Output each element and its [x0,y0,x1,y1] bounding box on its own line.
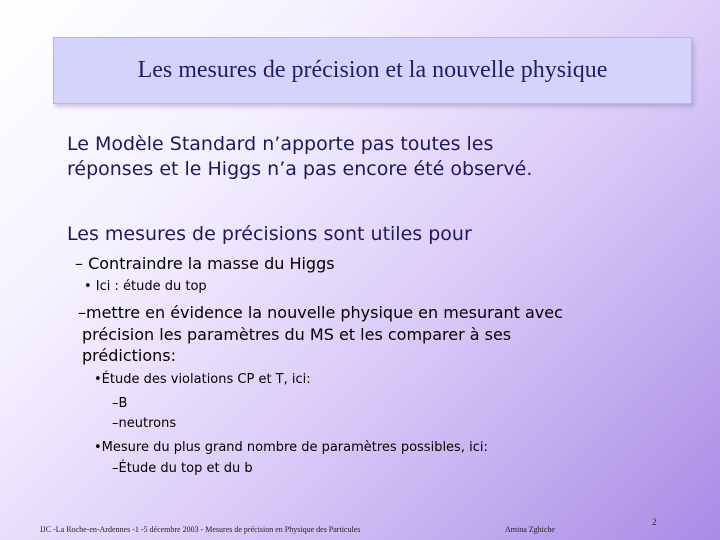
bullet-line: –mettre en évidence la nouvelle physique en mesurant avec [78,303,563,322]
bullet-line: –neutrons [112,416,177,431]
bullet-line: précision les paramètres du MS et les comparer à ses [82,325,512,344]
footer-author: Amina Zghiche [505,525,555,534]
bullet-line: •Étude des violations CP et T, ici: [94,372,311,387]
title-box [53,37,692,104]
bullet-line: –B [112,396,128,411]
slide-title: Les mesures de précision et la nouvelle physique [137,57,608,83]
text-line: Le Modèle Standard n’apporte pas toutes les [67,133,494,155]
bullet-line: –Étude du top et du b [112,461,253,476]
page-number: 2 [652,517,657,527]
text-line: Les mesures de précisions sont utiles pour [67,223,472,245]
bullet-line: – Contraindre la masse du Higgs [75,254,335,273]
text-line: réponses et le Higgs n’a pas encore été observé. [67,158,533,180]
bullet-line: prédictions: [82,346,176,365]
bullet-line: • Ici : étude du top [84,279,207,294]
bullet-line: •Mesure du plus grand nombre de paramètres possibles, ici: [94,440,488,455]
footer-left: IJC -La Roche-en-Ardennes -1 -5 décembre 2003 - Mesures de précision en Physique des Particules [40,525,361,534]
